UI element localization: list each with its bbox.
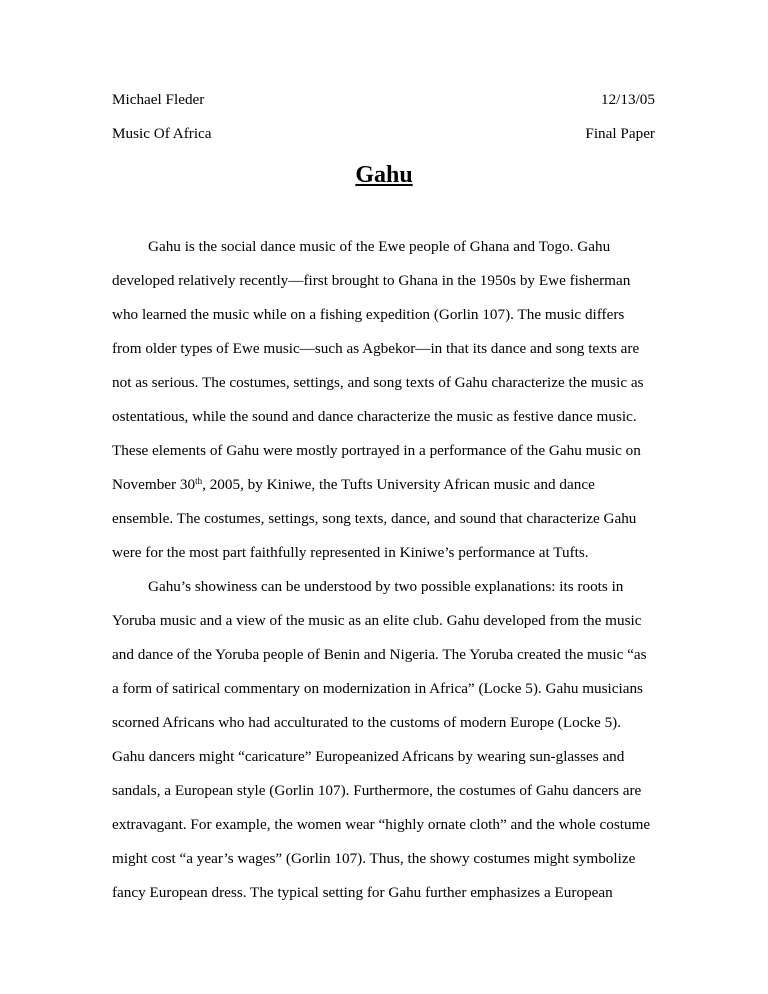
ordinal-suffix: th	[195, 476, 203, 486]
body-line: These elements of Gahu were mostly portrayed in a performance of the Gahu music on	[112, 442, 641, 459]
date-month-day: November 30	[112, 476, 196, 493]
body-line: sandals, a European style (Gorlin 107). Furthermore, the costumes of Gahu dancers are	[112, 782, 642, 799]
body-line: from older types of Ewe music—such as Agbekor—in that its dance and song texts are	[112, 340, 640, 357]
body-line: were for the most part faithfully represented in Kiniwe’s performance at Tufts.	[112, 544, 589, 561]
body-line: ensemble. The costumes, settings, song texts, dance, and sound that characterize Gahu	[112, 510, 637, 527]
body-line: ostentatious, while the sound and dance characterize the music as festive dance music.	[112, 408, 637, 425]
body-line: Gahu’s showiness can be understood by two possible explanations: its roots in	[148, 578, 624, 595]
document-type: Final Paper	[585, 125, 655, 142]
header-row-1	[112, 91, 655, 109]
body-line: Yoruba music and a view of the music as an elite club. Gahu developed from the music	[112, 612, 642, 629]
body-line	[112, 476, 595, 494]
body-line: Gahu dancers might “caricature” Europeanized Africans by wearing sun-glasses and	[112, 748, 625, 765]
paper-title: Gahu	[355, 162, 413, 188]
paper-date: 12/13/05	[600, 91, 655, 108]
author-name: Michael Fleder	[112, 91, 205, 108]
body-line: developed relatively recently—first brought to Ghana in the 1950s by Ewe fisherman	[112, 272, 631, 289]
body-line: a form of satirical commentary on modernization in Africa” (Locke 5). Gahu musicians	[112, 680, 643, 697]
body-line: not as serious. The costumes, settings, and song texts of Gahu characterize the music as	[112, 374, 644, 391]
body-line: extravagant. For example, the women wear “highly ornate cloth” and the whole costume	[112, 816, 651, 833]
header-row-2	[112, 125, 655, 143]
body-line: scorned Africans who had acculturated to the customs of modern Europe (Locke 5).	[112, 714, 622, 731]
body-line: Gahu is the social dance music of the Ewe people of Ghana and Togo. Gahu	[148, 238, 611, 255]
body-text-continued: , 2005, by Kiniwe, the Tufts University African music and dance	[202, 476, 595, 493]
body-line: and dance of the Yoruba people of Benin and Nigeria. The Yoruba created the music “as	[112, 646, 647, 663]
body-line: fancy European dress. The typical setting for Gahu further emphasizes a European	[112, 884, 613, 901]
body-line: who learned the music while on a fishing expedition (Gorlin 107). The music differs	[112, 306, 625, 323]
body-line: might cost “a year’s wages” (Gorlin 107). Thus, the showy costumes might symbolize	[112, 850, 636, 867]
course-name: Music Of Africa	[112, 125, 212, 142]
